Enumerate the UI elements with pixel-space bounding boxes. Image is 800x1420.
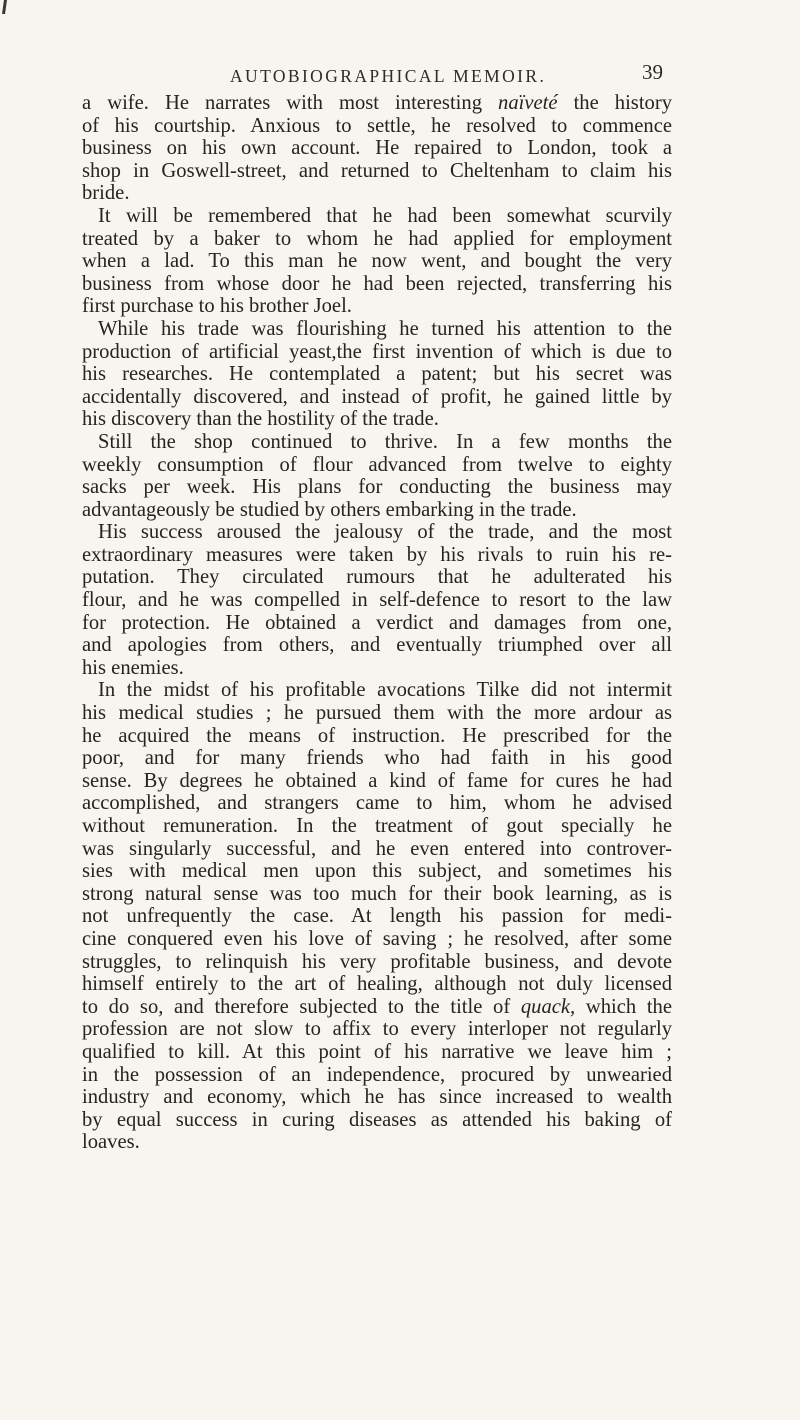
text-line: [82, 951, 672, 974]
text-line: [82, 792, 672, 815]
text-line-content: his researches. He contemplated a patent; but his secret was: [82, 363, 672, 386]
text-line: [82, 205, 672, 228]
text-line-content: his medical studies ; he pursued them with the more ardour as: [82, 702, 672, 725]
text-line: [82, 928, 672, 951]
text-line: [82, 1064, 672, 1087]
text-line: [82, 1086, 672, 1109]
text-line-content: a wife. He narrates with most interesting: [82, 92, 499, 114]
text-line: [82, 160, 672, 183]
text-line-content: weekly consumption of flour advanced from twelve to eighty: [82, 453, 672, 476]
text-line: [82, 228, 672, 251]
text-line: [82, 679, 672, 702]
text-line-content: cine conquered even his love of saving ; he resolved, after some: [82, 927, 672, 950]
text-line-content: flour, and he was compelled in self-defence to resort to the law: [82, 589, 672, 612]
text-line: [82, 566, 672, 589]
text-line-content: shop in Goswell-street, and returned to Cheltenham to claim his: [82, 159, 672, 182]
text-line: [82, 838, 672, 861]
text-line: [82, 408, 672, 431]
text-line-content: for protection. He obtained a verdict and damages from one,: [82, 611, 672, 634]
text-line: [82, 137, 672, 160]
stray-print-mark: [2, 0, 7, 14]
text-line: [82, 521, 672, 544]
text-line-content: accidentally discovered, and instead of profit, he gained little by: [82, 385, 672, 408]
text-line: [82, 702, 672, 725]
text-line-content: and apologies from others, and eventually triumphed over all: [82, 634, 672, 657]
text-line-content: business from whose door he had been rejected, transferring his: [82, 272, 672, 295]
text-line: [82, 612, 672, 635]
text-line: [82, 1109, 672, 1132]
text-line-content: without remuneration. In the treatment of gout specially he: [82, 815, 672, 837]
text-line-content: poor, and for many friends who had faith in his good: [82, 747, 672, 770]
text-line: [82, 182, 672, 205]
text-line-content: His success aroused the jealousy of the trade, and the most: [98, 521, 672, 544]
text-line: [82, 634, 672, 657]
text-line: [82, 770, 672, 793]
text-line-content: strong natural sense was too much for their book learning, as is: [82, 882, 672, 905]
text-line: [82, 273, 672, 296]
text-line-content: industry and economy, which he has since increased to wealth: [82, 1086, 672, 1109]
text-line-content: accomplished, and strangers came to him, whom he advised: [82, 792, 672, 815]
text-line: [82, 589, 672, 612]
text-line-content: when a lad. To this man he now went, and bought the very: [82, 250, 672, 273]
text-line-content: While his trade was flourishing he turned his attention to the: [98, 317, 672, 340]
text-line-content: putation. They circulated rumours that he adulterated his: [82, 566, 672, 589]
text-line: [82, 544, 672, 567]
text-line: [82, 725, 672, 748]
text-line: [82, 92, 672, 115]
text-line-content: qualified to kill. At this point of his narrative we leave him ;: [82, 1040, 672, 1063]
text-line: [82, 973, 672, 996]
text-line-content: his discovery than the hostility of the trade.: [82, 408, 439, 431]
text-line-content: to do so, and therefore subjected to the title of: [82, 995, 521, 1018]
text-line-content: was singularly successful, and he even entered into controver-: [82, 837, 672, 860]
text-line: [82, 1131, 672, 1154]
text-line: [82, 386, 672, 409]
text-line-content: struggles, to relinquish his very profitable business, and devote: [82, 950, 672, 973]
text-line-content: he acquired the means of instruction. He prescribed for the: [82, 724, 672, 747]
text-line-content: Still the shop continued to thrive. In a few months the: [98, 430, 672, 453]
text-line: [82, 115, 672, 138]
text-line: [82, 657, 672, 680]
text-line-content: advantageously be studied by others embarking in the trade.: [82, 498, 577, 521]
text-line: [82, 454, 672, 477]
page-number: 39: [642, 60, 663, 84]
text-line-content: first purchase to his brother Joel.: [82, 295, 352, 318]
text-line-content: himself entirely to the art of healing, although not duly licensed: [82, 973, 672, 996]
text-line: [82, 476, 672, 499]
text-line: [82, 883, 672, 906]
text-line: [82, 341, 672, 364]
italic-word: naïveté: [498, 92, 558, 114]
text-line-content: sies with medical men upon this subject, and sometimes his: [82, 860, 672, 883]
text-line-content: by equal success in curing diseases as attended his baking of: [82, 1108, 672, 1131]
text-line-continuation: the history: [557, 92, 672, 114]
text-line: [82, 747, 672, 770]
text-line-content: business on his own account. He repaired to London, took a: [82, 137, 672, 160]
text-line-content: treated by a baker to whom he had applied for employment: [82, 227, 672, 250]
text-line: [82, 318, 672, 341]
text-line: [82, 1018, 672, 1041]
text-line-content: bride.: [82, 182, 130, 205]
text-line-content: profession are not slow to affix to every interloper not regularly: [82, 1018, 672, 1041]
text-line: [82, 815, 672, 838]
text-line-content: In the midst of his profitable avocations Tilke did not intermit: [98, 679, 672, 702]
text-line-content: of his courtship. Anxious to settle, he resolved to commence: [82, 114, 672, 137]
text-line-content: not unfrequently the case. At length his passion for medi-: [82, 905, 672, 928]
text-line-content: sense. By degrees he obtained a kind of fame for cures he had: [82, 769, 672, 792]
text-line-content: in the possession of an independence, procured by unwearied: [82, 1063, 672, 1086]
text-line-content: sacks per week. His plans for conducting the business may: [82, 476, 672, 499]
text-line: [82, 250, 672, 273]
text-line: [82, 905, 672, 928]
text-line: [82, 363, 672, 386]
text-line-content: It will be remembered that he had been somewhat scurvily: [98, 204, 672, 227]
text-line-continuation: which the: [575, 995, 672, 1018]
body-text: [82, 92, 672, 1154]
text-line: [82, 499, 672, 522]
text-line: [82, 860, 672, 883]
text-line: [82, 1041, 672, 1064]
text-line: [82, 431, 672, 454]
text-line-content: production of artificial yeast,the first invention of which is due to: [82, 340, 672, 363]
text-line-content: loaves.: [82, 1131, 140, 1154]
italic-word: quack,: [520, 995, 576, 1018]
text-line-content: extraordinary measures were taken by his rivals to ruin his re-: [82, 543, 672, 566]
text-line-content: his enemies.: [82, 656, 184, 679]
text-line: [82, 295, 672, 318]
text-line: [82, 996, 672, 1019]
running-head: AUTOBIOGRAPHICAL MEMOIR.: [230, 66, 547, 86]
